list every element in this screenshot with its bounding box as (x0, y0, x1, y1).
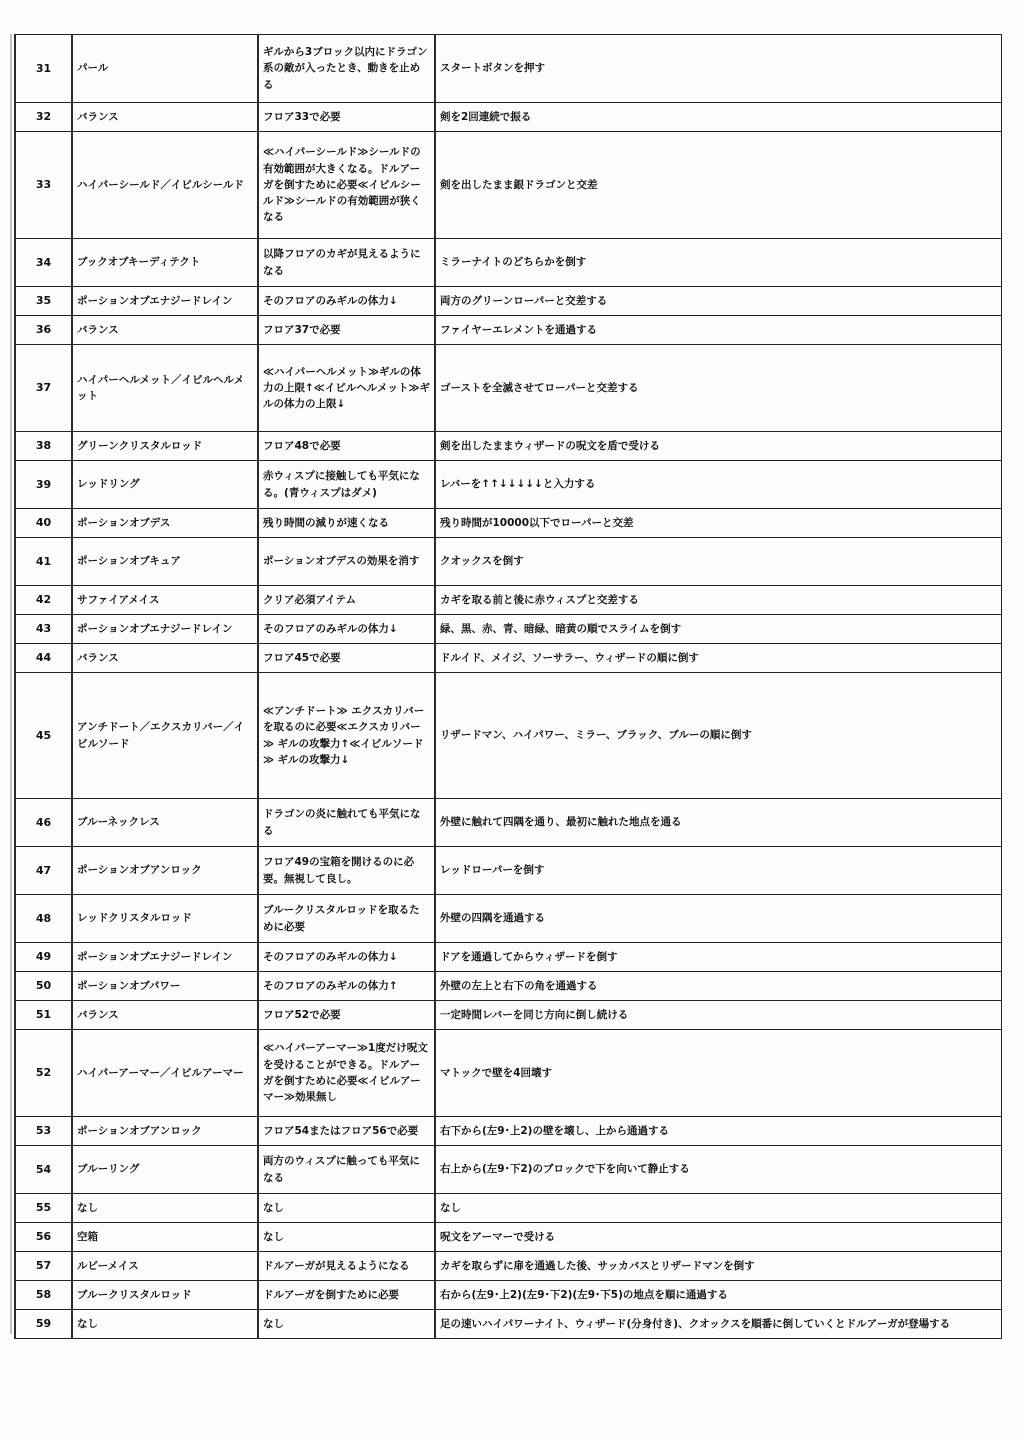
item-effect-cell: そのフロアのみギルの体力↓ (258, 943, 435, 972)
item-name-cell: バランス (72, 103, 258, 132)
item-name-cell: なし (72, 1310, 258, 1339)
appear-condition-cell: 足の速いハイパワーナイト、ウィザード(分身付き)、クオックスを順番に倒していくとドルアーガが登場する (435, 1310, 1001, 1339)
table-row (15, 1310, 1001, 1339)
appear-condition-cell: 一定時間レバーを同じ方向に倒し続ける (435, 1001, 1001, 1030)
appear-condition-cell: ドルイド、メイジ、ソーサラー、ウィザードの順に倒す (435, 644, 1001, 673)
item-effect-cell: 残り時間の減りが速くなる (258, 509, 435, 538)
item-effect-cell: クリア必須アイテム (258, 586, 435, 615)
item-name-cell: ハイパーアーマー／イビルアーマー (72, 1030, 258, 1117)
row-number-cell: 32 (15, 103, 72, 132)
item-effect-cell: ≪ハイパーシールド≫シールドの有効範囲が大きくなる。ドルアーガを倒すために必要≪イビルシールド≫シールドの有効範囲が狭くなる (258, 132, 435, 239)
row-number-cell: 41 (15, 538, 72, 586)
item-name-cell: なし (72, 1194, 258, 1223)
row-number-cell: 37 (15, 345, 72, 432)
item-name-cell: ポーションオブキュア (72, 538, 258, 586)
page-edge-line (10, 34, 12, 1334)
item-effect-cell: そのフロアのみギルの体力↑ (258, 972, 435, 1001)
appear-condition-cell: ドアを通過してからウィザードを倒す (435, 943, 1001, 972)
item-name-cell: バランス (72, 644, 258, 673)
table-row (15, 538, 1001, 586)
item-name-cell: ポーションオブエナジードレイン (72, 943, 258, 972)
table-row (15, 432, 1001, 461)
item-name-cell: グリーンクリスタルロッド (72, 432, 258, 461)
item-effect-cell: そのフロアのみギルの体力↓ (258, 615, 435, 644)
item-name-cell: ハイパーシールド／イビルシールド (72, 132, 258, 239)
row-number-cell: 34 (15, 239, 72, 287)
item-effect-cell: なし (258, 1310, 435, 1339)
item-name-cell: ポーションオブアンロック (72, 847, 258, 895)
appear-condition-cell: 剣を出したままウィザードの呪文を盾で受ける (435, 432, 1001, 461)
item-table (14, 34, 1002, 1339)
item-name-cell: バランス (72, 1001, 258, 1030)
item-name-cell: パール (72, 35, 258, 103)
row-number-cell: 57 (15, 1252, 72, 1281)
table-row (15, 132, 1001, 239)
item-effect-cell: そのフロアのみギルの体力↓ (258, 287, 435, 316)
item-effect-cell: ドルアーガを倒すために必要 (258, 1281, 435, 1310)
item-name-cell: 空箱 (72, 1223, 258, 1252)
item-name-cell: レッドリング (72, 461, 258, 509)
item-name-cell: バランス (72, 316, 258, 345)
table-row (15, 586, 1001, 615)
table-row (15, 35, 1001, 103)
row-number-cell: 59 (15, 1310, 72, 1339)
row-number-cell: 50 (15, 972, 72, 1001)
table-row (15, 287, 1001, 316)
table-row (15, 943, 1001, 972)
table-row (15, 1252, 1001, 1281)
table-row (15, 239, 1001, 287)
item-effect-cell: フロア48で必要 (258, 432, 435, 461)
table-row (15, 1194, 1001, 1223)
appear-condition-cell: 剣を2回連続で振る (435, 103, 1001, 132)
item-effect-cell: ≪ハイパーヘルメット≫ギルの体力の上限↑≪イビルヘルメット≫ギルの体力の上限↓ (258, 345, 435, 432)
row-number-cell: 43 (15, 615, 72, 644)
row-number-cell: 47 (15, 847, 72, 895)
appear-condition-cell: 右から(左9･上2)(左9･下2)(左9･下5)の地点を順に通過する (435, 1281, 1001, 1310)
appear-condition-cell: 右下から(左9･上2)の壁を壊し、上から通過する (435, 1117, 1001, 1146)
item-name-cell: ポーションオブパワー (72, 972, 258, 1001)
item-name-cell: レッドクリスタルロッド (72, 895, 258, 943)
row-number-cell: 46 (15, 799, 72, 847)
item-effect-cell: 赤ウィスプに接触しても平気になる。(青ウィスプはダメ) (258, 461, 435, 509)
item-name-cell: ポーションオブエナジードレイン (72, 615, 258, 644)
item-name-cell: ブルーリング (72, 1146, 258, 1194)
table-row (15, 1030, 1001, 1117)
table-row (15, 461, 1001, 509)
table-row (15, 1281, 1001, 1310)
item-name-cell: ポーションオブエナジードレイン (72, 287, 258, 316)
row-number-cell: 49 (15, 943, 72, 972)
appear-condition-cell: 外壁に触れて四隅を通り、最初に触れた地点を通る (435, 799, 1001, 847)
row-number-cell: 55 (15, 1194, 72, 1223)
table-row (15, 345, 1001, 432)
item-effect-cell: フロア37で必要 (258, 316, 435, 345)
item-effect-cell: なし (258, 1223, 435, 1252)
row-number-cell: 40 (15, 509, 72, 538)
appear-condition-cell: カギを取る前と後に赤ウィスプと交差する (435, 586, 1001, 615)
item-effect-cell: 両方のウィスプに触っても平気になる (258, 1146, 435, 1194)
appear-condition-cell: ゴーストを全滅させてローパーと交差する (435, 345, 1001, 432)
item-effect-cell: ≪アンチドート≫ エクスカリバーを取るのに必要≪エクスカリバー≫ ギルの攻撃力↑≪イビルソード≫ ギルの攻撃力↓ (258, 673, 435, 799)
row-number-cell: 56 (15, 1223, 72, 1252)
item-effect-cell: フロア33で必要 (258, 103, 435, 132)
appear-condition-cell: スタートボタンを押す (435, 35, 1001, 103)
item-effect-cell: フロア54またはフロア56で必要 (258, 1117, 435, 1146)
item-name-cell: ブックオブキーディテクト (72, 239, 258, 287)
item-effect-cell: なし (258, 1194, 435, 1223)
appear-condition-cell: ファイヤーエレメントを通過する (435, 316, 1001, 345)
table-row (15, 1223, 1001, 1252)
row-number-cell: 58 (15, 1281, 72, 1310)
row-number-cell: 54 (15, 1146, 72, 1194)
item-effect-cell: ギルから3ブロック以内にドラゴン系の敵が入ったとき、動きを止める (258, 35, 435, 103)
item-effect-cell: フロア49の宝箱を開けるのに必要。無視して良し。 (258, 847, 435, 895)
table-row (15, 895, 1001, 943)
row-number-cell: 39 (15, 461, 72, 509)
row-number-cell: 44 (15, 644, 72, 673)
appear-condition-cell: レッドローパーを倒す (435, 847, 1001, 895)
row-number-cell: 52 (15, 1030, 72, 1117)
item-name-cell: ポーションオブデス (72, 509, 258, 538)
table-row (15, 103, 1001, 132)
table-row (15, 799, 1001, 847)
item-effect-cell: ≪ハイパーアーマー≫1度だけ呪文を受けることができる。ドルアーガを倒すために必要≪イビルアーマー≫効果無し (258, 1030, 435, 1117)
item-name-cell: ハイパーヘルメット／イビルヘルメット (72, 345, 258, 432)
appear-condition-cell: ミラーナイトのどちらかを倒す (435, 239, 1001, 287)
row-number-cell: 53 (15, 1117, 72, 1146)
appear-condition-cell: 外壁の左上と右下の角を通過する (435, 972, 1001, 1001)
appear-condition-cell: 残り時間が10000以下でローパーと交差 (435, 509, 1001, 538)
item-effect-cell: フロア45で必要 (258, 644, 435, 673)
item-table-body (15, 35, 1001, 1339)
item-effect-cell: ブルークリスタルロッドを取るために必要 (258, 895, 435, 943)
appear-condition-cell: 呪文をアーマーで受ける (435, 1223, 1001, 1252)
appear-condition-cell: 右上から(左9･下2)のブロックで下を向いて静止する (435, 1146, 1001, 1194)
item-name-cell: ブルークリスタルロッド (72, 1281, 258, 1310)
appear-condition-cell: 剣を出したまま銀ドラゴンと交差 (435, 132, 1001, 239)
row-number-cell: 45 (15, 673, 72, 799)
table-row (15, 847, 1001, 895)
item-effect-cell: ドルアーガが見えるようになる (258, 1252, 435, 1281)
table-row (15, 644, 1001, 673)
item-name-cell: ポーションオブアンロック (72, 1117, 258, 1146)
item-effect-cell: ドラゴンの炎に触れても平気になる (258, 799, 435, 847)
table-row (15, 673, 1001, 799)
appear-condition-cell: 緑、黒、赤、青、暗緑、暗黄の順でスライムを倒す (435, 615, 1001, 644)
table-row (15, 1001, 1001, 1030)
row-number-cell: 35 (15, 287, 72, 316)
item-effect-cell: 以降フロアのカギが見えるようになる (258, 239, 435, 287)
appear-condition-cell: リザードマン、ハイパワー、ミラー、ブラック、ブルーの順に倒す (435, 673, 1001, 799)
appear-condition-cell: なし (435, 1194, 1001, 1223)
table-row (15, 615, 1001, 644)
table-row (15, 1117, 1001, 1146)
item-name-cell: アンチドート／エクスカリバー／イビルソード (72, 673, 258, 799)
appear-condition-cell: 両方のグリーンローパーと交差する (435, 287, 1001, 316)
row-number-cell: 33 (15, 132, 72, 239)
row-number-cell: 38 (15, 432, 72, 461)
row-number-cell: 51 (15, 1001, 72, 1030)
appear-condition-cell: カギを取らずに扉を通過した後、サッカバスとリザードマンを倒す (435, 1252, 1001, 1281)
item-name-cell: ブルーネックレス (72, 799, 258, 847)
appear-condition-cell: レバーを↑↑↓↓↓↓↓と入力する (435, 461, 1001, 509)
appear-condition-cell: 外壁の四隅を通過する (435, 895, 1001, 943)
item-name-cell: ルビーメイス (72, 1252, 258, 1281)
appear-condition-cell: クオックスを倒す (435, 538, 1001, 586)
row-number-cell: 42 (15, 586, 72, 615)
appear-condition-cell: マトックで壁を4回壊す (435, 1030, 1001, 1117)
table-row (15, 972, 1001, 1001)
item-effect-cell: フロア52で必要 (258, 1001, 435, 1030)
item-name-cell: サファイアメイス (72, 586, 258, 615)
table-row (15, 509, 1001, 538)
row-number-cell: 31 (15, 35, 72, 103)
table-row (15, 1146, 1001, 1194)
row-number-cell: 48 (15, 895, 72, 943)
row-number-cell: 36 (15, 316, 72, 345)
table-row (15, 316, 1001, 345)
item-effect-cell: ポーションオブデスの効果を消す (258, 538, 435, 586)
